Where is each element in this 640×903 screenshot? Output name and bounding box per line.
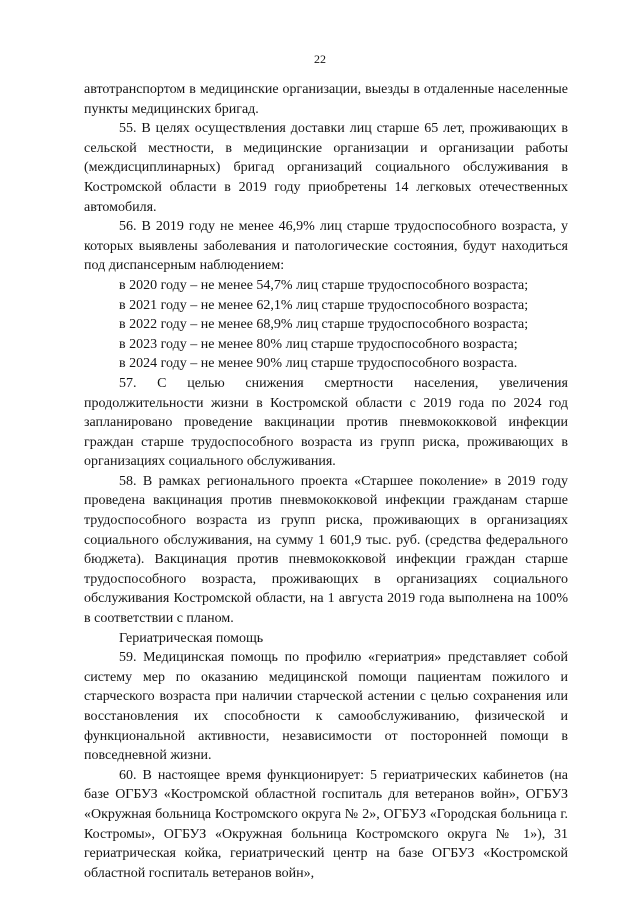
list-item: в 2022 году – не менее 68,9% лиц старше трудоспособного возраста; <box>119 317 529 333</box>
paragraph-59: 59. Медицинская помощь по профилю «гериатрия» представляет собой систему мер по оказанию медицинской помощи пациентам пожилого и старческого возраста при наличии старческой астении с целью сохранения или восстановления их способности к самообслуживанию, физической и функциональной активности, независимости от посторонней помощи в повседневной жизни. <box>84 650 568 764</box>
list-item: в 2024 году – не менее 90% лиц старше трудоспособного возраста. <box>119 356 518 372</box>
document-body <box>84 80 568 883</box>
paragraph-57: 57. С целью снижения смертности населения, увеличения продолжительности жизни в Костромской области с 2019 года по 2024 год запланировано проведение вакцинации против пневмококковой инфекции граждан старше трудоспособного возраста из групп риска, проживающих в организациях социального обслуживания. <box>84 375 568 470</box>
paragraph-56: 56. В 2019 году не менее 46,9% лиц старше трудоспособного возраста, у которых выявлены заболевания и патологические состояния, будут находиться под диспансерным наблюдением: <box>84 219 568 274</box>
section-heading: Гериатрическая помощь <box>119 630 264 646</box>
page-number: 22 <box>314 52 326 66</box>
list-item: в 2023 году – не менее 80% лиц старше трудоспособного возраста; <box>119 336 518 352</box>
paragraph-58: 58. В рамках регионального проекта «Старшее поколение» в 2019 году проведена вакцинация против пневмококковой инфекции гражданам старше трудоспособного возраста из групп риска, проживающих в организациях социального обслуживания, на сумму 1 601,9 тыс. руб. (средства федерального бюджета). Вакцинация против пневмококковой инфекции граждан старше трудоспособного возраста, проживающих в организациях социального обслуживания Костромской области, на 1 августа 2019 года выполнена на 100% в соответствии с планом. <box>84 473 568 627</box>
list-item: в 2021 году – не менее 62,1% лиц старше трудоспособного возраста; <box>119 297 529 313</box>
paragraph-continuation: автотранспортом в медицинские организации, выезды в отдаленные населенные пункты медицинских бригад. <box>84 82 568 117</box>
paragraph-60: 60. В настоящее время функционирует: 5 гериатрических кабинетов (на базе ОГБУЗ «Костромской областной госпиталь для ветеранов войн», ОГБУЗ «Окружная больница Костромского округа № 2», ОГБУЗ «Городская больница г. Костромы», ОГБУЗ «Окружная больница Костромского округа № 1»), 31 гериатрическая койка, гериатрический центр на базе ОГБУЗ «Костромской областной госпиталь ветеранов войн», <box>84 767 568 881</box>
list-item: в 2020 году – не менее 54,7% лиц старше трудоспособного возраста; <box>119 277 529 293</box>
paragraph-55: 55. В целях осуществления доставки лиц старше 65 лет, проживающих в сельской местности, в медицинские организации и организации работы (междисциплинарных) бригад организаций социального обслуживания в Костромской области в 2019 году приобретены 14 легковых отечественных автомобиля. <box>84 121 568 215</box>
